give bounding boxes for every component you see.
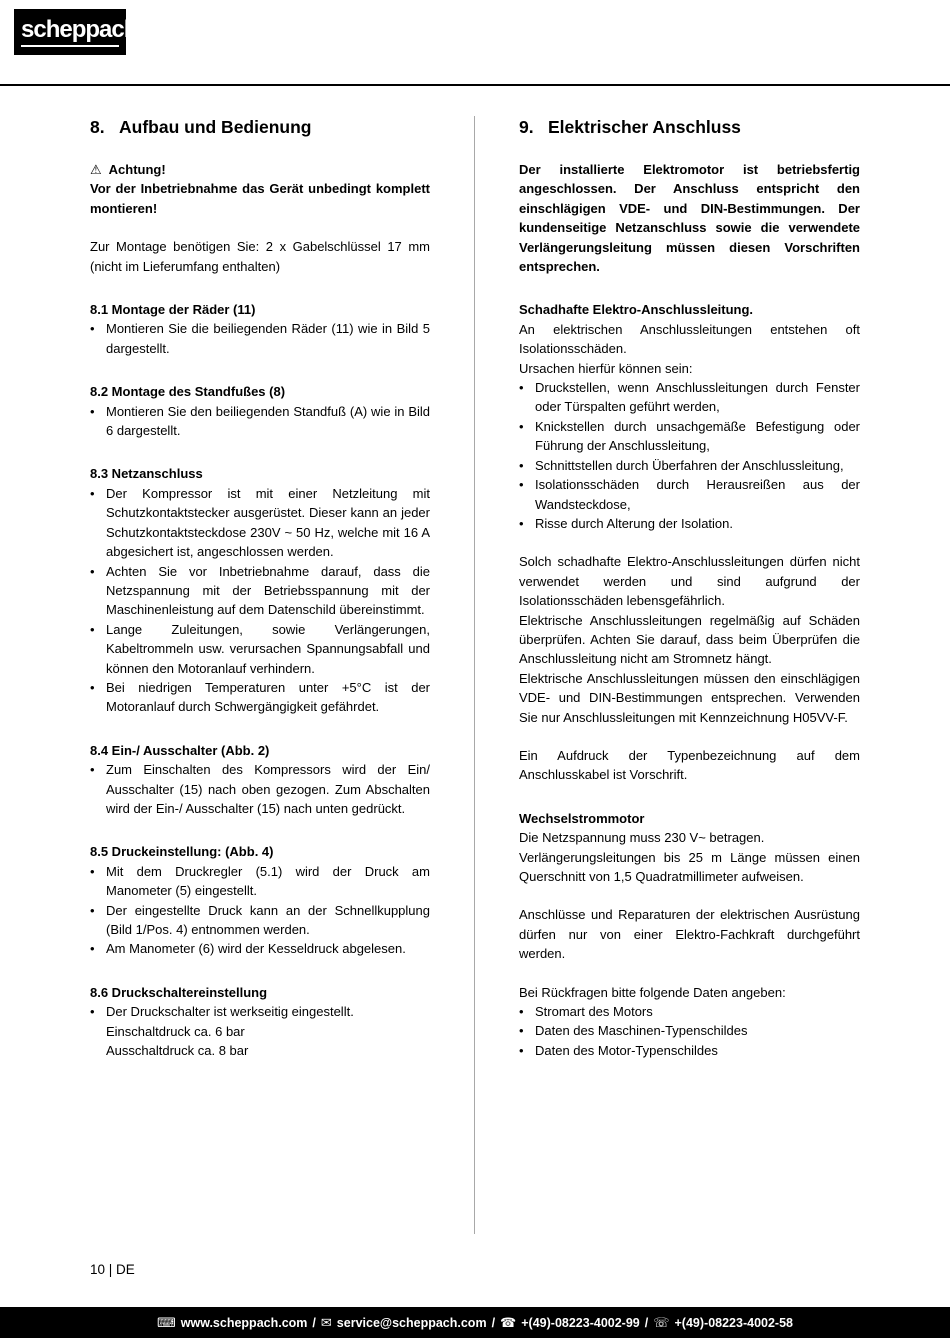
bullet-icon: • (90, 863, 95, 879)
bullet-icon: • (90, 902, 95, 918)
detail-lines (106, 1022, 430, 1061)
bullet-item (90, 562, 430, 620)
bullet-text: Mit dem Druckregler (5.1) wird der Druck am Manometer (5) eingestellt. (106, 863, 430, 899)
subsection-heading: 8.1 Montage der Räder (11) (90, 302, 256, 318)
paragraph: Die Netzspannung muss 230 V~ betragen. (519, 830, 765, 846)
detail-line: Einschaltdruck ca. 6 bar (106, 1023, 245, 1039)
bullet-item (519, 417, 860, 456)
footer-contact-bar (0, 1307, 950, 1338)
bullet-icon: • (519, 1023, 524, 1039)
bullet-list (90, 862, 430, 959)
bullet-list (519, 378, 860, 533)
paragraph: Anschlüsse und Reparaturen der elektrischen Ausrüstung dürfen nur von einer Elektro-Fachkraft durchgeführt werden. (519, 907, 860, 962)
bullet-text: Lange Zuleitungen, sowie Verlängerungen, Kabeltrommeln usw. verursachen Spannungsabfall und können den Motoranlauf verhindern. (106, 621, 430, 676)
footer-separator: / (491, 1315, 496, 1330)
bullet-list (90, 484, 430, 717)
bullet-text: Der Druckschalter ist werkseitig eingestellt. (106, 1004, 354, 1020)
detail-line: Ausschaltdruck ca. 8 bar (106, 1043, 249, 1059)
paragraph: Ursachen hierfür können sein: (519, 360, 693, 376)
paragraph: Elektrische Anschlussleitungen regelmäßig auf Schäden überprüfen. Achten Sie darauf, dass beim Überprüfen die Anschlussleitung nicht am Stromnetz hängt. (519, 612, 860, 667)
footer-separator: / (644, 1315, 649, 1330)
paragraph: Der installierte Elektromotor ist betriebsfertig angeschlossen. Der Anschluss entspricht den einschlägigen VDE- und DIN-Bestimmungen. Der kundenseitige Netzanschluss sowie die verwendete Verlängerungsleitung müssen diesen Vorschriften entsprechen. (519, 162, 860, 275)
bullet-item (519, 456, 860, 475)
bullet-list (90, 402, 430, 441)
bullet-icon: • (90, 403, 95, 419)
subsection-heading: 8.6 Druckschaltereinstellung (90, 984, 268, 1000)
section-heading (519, 116, 860, 138)
bullet-icon: • (90, 762, 95, 778)
bullet-list (519, 1002, 860, 1060)
computer-icon: ⌨ (156, 1314, 176, 1330)
paragraph: Zur Montage benötigen Sie: 2 x Gabelschlüssel 17 mm (nicht im Lieferumfang enthalten) (90, 239, 430, 274)
paragraph: Ein Aufdruck der Typenbezeichnung auf dem Anschlusskabel ist Vorschrift. (519, 747, 860, 783)
bullet-icon: • (90, 1004, 95, 1020)
section-elektrischer-anschluss (519, 116, 860, 1060)
bullet-icon: • (519, 1042, 524, 1058)
fax-icon: ☏ (653, 1314, 670, 1330)
bullet-text: Zum Einschalten des Kompressors wird der Ein/ Ausschalter (15) nach oben gezogen. Zum Abschalten wird der Ein-/ Ausschalter (15) nach unten gedrückt. (106, 762, 430, 816)
bullet-text: Montieren Sie den beiliegenden Standfuß (A) wie in Bild 6 dargestellt. (106, 403, 430, 439)
logo-underline (21, 45, 119, 47)
section-title: Elektrischer Anschluss (548, 117, 741, 137)
bullet-item (519, 378, 860, 417)
section-aufbau-und-bedienung (90, 116, 430, 1060)
bullet-item (519, 1002, 860, 1021)
paragraph: Elektrische Anschlussleitungen müssen den einschlägigen VDE- und DIN-Bestimmungen entsprechen. Verwenden Sie nur Anschlussleitungen mit Kennzeichnung H05VV-F. (519, 670, 860, 725)
bullet-text: Der Kompressor ist mit einer Netzleitung mit Schutzkontaktstecker ausgerüstet. Dieser kann an jeder Schutzkontaktsteckdose 230V ~ 50 Hz, welche mit 16 A abgesichert ist, angeschlossen werden. (106, 485, 430, 560)
bullet-icon: • (90, 321, 95, 337)
subsection-heading: 8.5 Druckeinstellung: (Abb. 4) (90, 844, 274, 860)
footer-segment-text: +(49)-08223-4002-58 (674, 1315, 793, 1330)
section-number: 9. (519, 117, 534, 137)
bullet-item (90, 939, 430, 958)
bullet-item (519, 514, 860, 533)
footer-segment (157, 1315, 307, 1331)
bullet-text: Montieren Sie die beiliegenden Räder (11) wie in Bild 5 dargestellt. (106, 321, 430, 356)
warning-text: Vor der Inbetriebnahme das Gerät unbedingt komplett montieren! (90, 181, 430, 216)
bullet-item (90, 901, 430, 940)
bullet-icon: • (90, 621, 95, 637)
logo-text: scheppach (21, 15, 138, 43)
bullet-item (90, 1002, 430, 1021)
email-icon: ✉ (320, 1314, 332, 1330)
bullet-text: Druckstellen, wenn Anschlussleitungen durch Fenster oder Türspalten geführt werden, (535, 380, 860, 415)
subsection-heading: Schadhafte Elektro-Anschlussleitung. (519, 302, 754, 318)
bullet-icon: • (519, 380, 524, 396)
bullet-text: Der eingestellte Druck kann an der Schnellkupplung (Bild 1/Pos. 4) entnommen werden. (106, 902, 430, 937)
subsection-heading: 8.2 Montage des Standfußes (8) (90, 384, 286, 400)
bullet-icon: • (519, 1004, 524, 1020)
bullet-text: Stromart des Motors (535, 1004, 653, 1020)
bullet-item (90, 484, 430, 562)
section-heading (90, 116, 430, 138)
bullet-icon: • (90, 563, 95, 579)
bullet-item (90, 319, 430, 358)
warning-icon: ⚠ (90, 162, 102, 177)
bullet-text: Schnittstellen durch Überfahren der Anschlussleitung, (535, 457, 844, 473)
footer-segment-text: service@scheppach.com (336, 1315, 487, 1330)
bullet-icon: • (519, 477, 524, 493)
footer-segment-text: +(49)-08223-4002-99 (521, 1315, 640, 1330)
warning-block (90, 160, 430, 218)
bullet-icon: • (90, 679, 95, 695)
paragraph: Solch schadhafte Elektro-Anschlussleitungen dürfen nicht verwendet werden und sind aufgrund der Isolationsschäden lebensgefährlich. (519, 554, 860, 609)
bullet-item (90, 760, 430, 818)
paragraph: An elektrischen Anschlussleitungen entstehen oft Isolationsschäden. (519, 321, 860, 357)
subsection-heading: 8.3 Netzanschluss (90, 466, 203, 482)
footer-segment (321, 1315, 487, 1331)
page-number: 10 | DE (90, 1262, 135, 1277)
bullet-list (90, 1002, 430, 1021)
bullet-list (90, 760, 430, 818)
footer-separator: / (312, 1315, 316, 1330)
bullet-icon: • (519, 515, 524, 531)
warning-title-text: Achtung! (108, 162, 166, 177)
warning-title (90, 160, 430, 179)
content-columns (90, 116, 860, 1234)
subsection-heading: 8.4 Ein-/ Ausschalter (Abb. 2) (90, 742, 270, 758)
paragraph: Verlängerungsleitungen bis 25 m Länge müssen einen Querschnitt von 1,5 Quadratmillimeter aufweisen. (519, 849, 860, 884)
subsection-heading: Wechselstrommotor (519, 810, 645, 826)
bullet-text: Bei niedrigen Temperaturen unter +5°C ist der Motoranlauf durch Schwergängigkeit gefährdet. (106, 679, 430, 715)
footer-segment-text: www.scheppach.com (180, 1315, 308, 1330)
scheppach-logo (14, 9, 138, 55)
bullet-icon: • (519, 418, 524, 434)
bullet-text: Daten des Maschinen-Typenschildes (535, 1023, 748, 1039)
bullet-text: Achten Sie vor Inbetriebnahme darauf, dass die Netzspannung mit der Betriebsspannung mit der Maschinenleistung auf dem Datenschild übereinstimmt. (106, 563, 430, 618)
bullet-icon: • (519, 457, 524, 473)
phone-icon: ☎ (500, 1314, 517, 1330)
bullet-item (90, 862, 430, 901)
bullet-text: Risse durch Alterung der Isolation. (535, 515, 733, 531)
bullet-item (90, 620, 430, 678)
footer-segment (653, 1315, 793, 1331)
bullet-item (519, 475, 860, 514)
section-number: 8. (90, 117, 105, 137)
bullet-text: Isolationsschäden durch Herausreißen aus der Wandsteckdose, (535, 477, 860, 512)
bullet-icon: • (90, 941, 95, 957)
bullet-item (519, 1021, 860, 1040)
bullet-list (90, 319, 430, 358)
paragraph: Bei Rückfragen bitte folgende Daten angeben: (519, 984, 786, 1000)
bullet-icon: • (90, 485, 95, 501)
bullet-item (90, 402, 430, 441)
bullet-item (90, 678, 430, 717)
bullet-text: Daten des Motor-Typenschildes (535, 1042, 718, 1058)
header-divider (0, 84, 950, 86)
bullet-item (519, 1041, 860, 1060)
footer-segment (500, 1315, 640, 1331)
bullet-text: Am Manometer (6) wird der Kesseldruck abgelesen. (106, 941, 406, 957)
section-title: Aufbau und Bedienung (119, 117, 312, 137)
column-divider (474, 116, 475, 1234)
bullet-text: Knickstellen durch unsachgemäße Befestigung oder Führung der Anschlussleitung, (535, 418, 860, 454)
